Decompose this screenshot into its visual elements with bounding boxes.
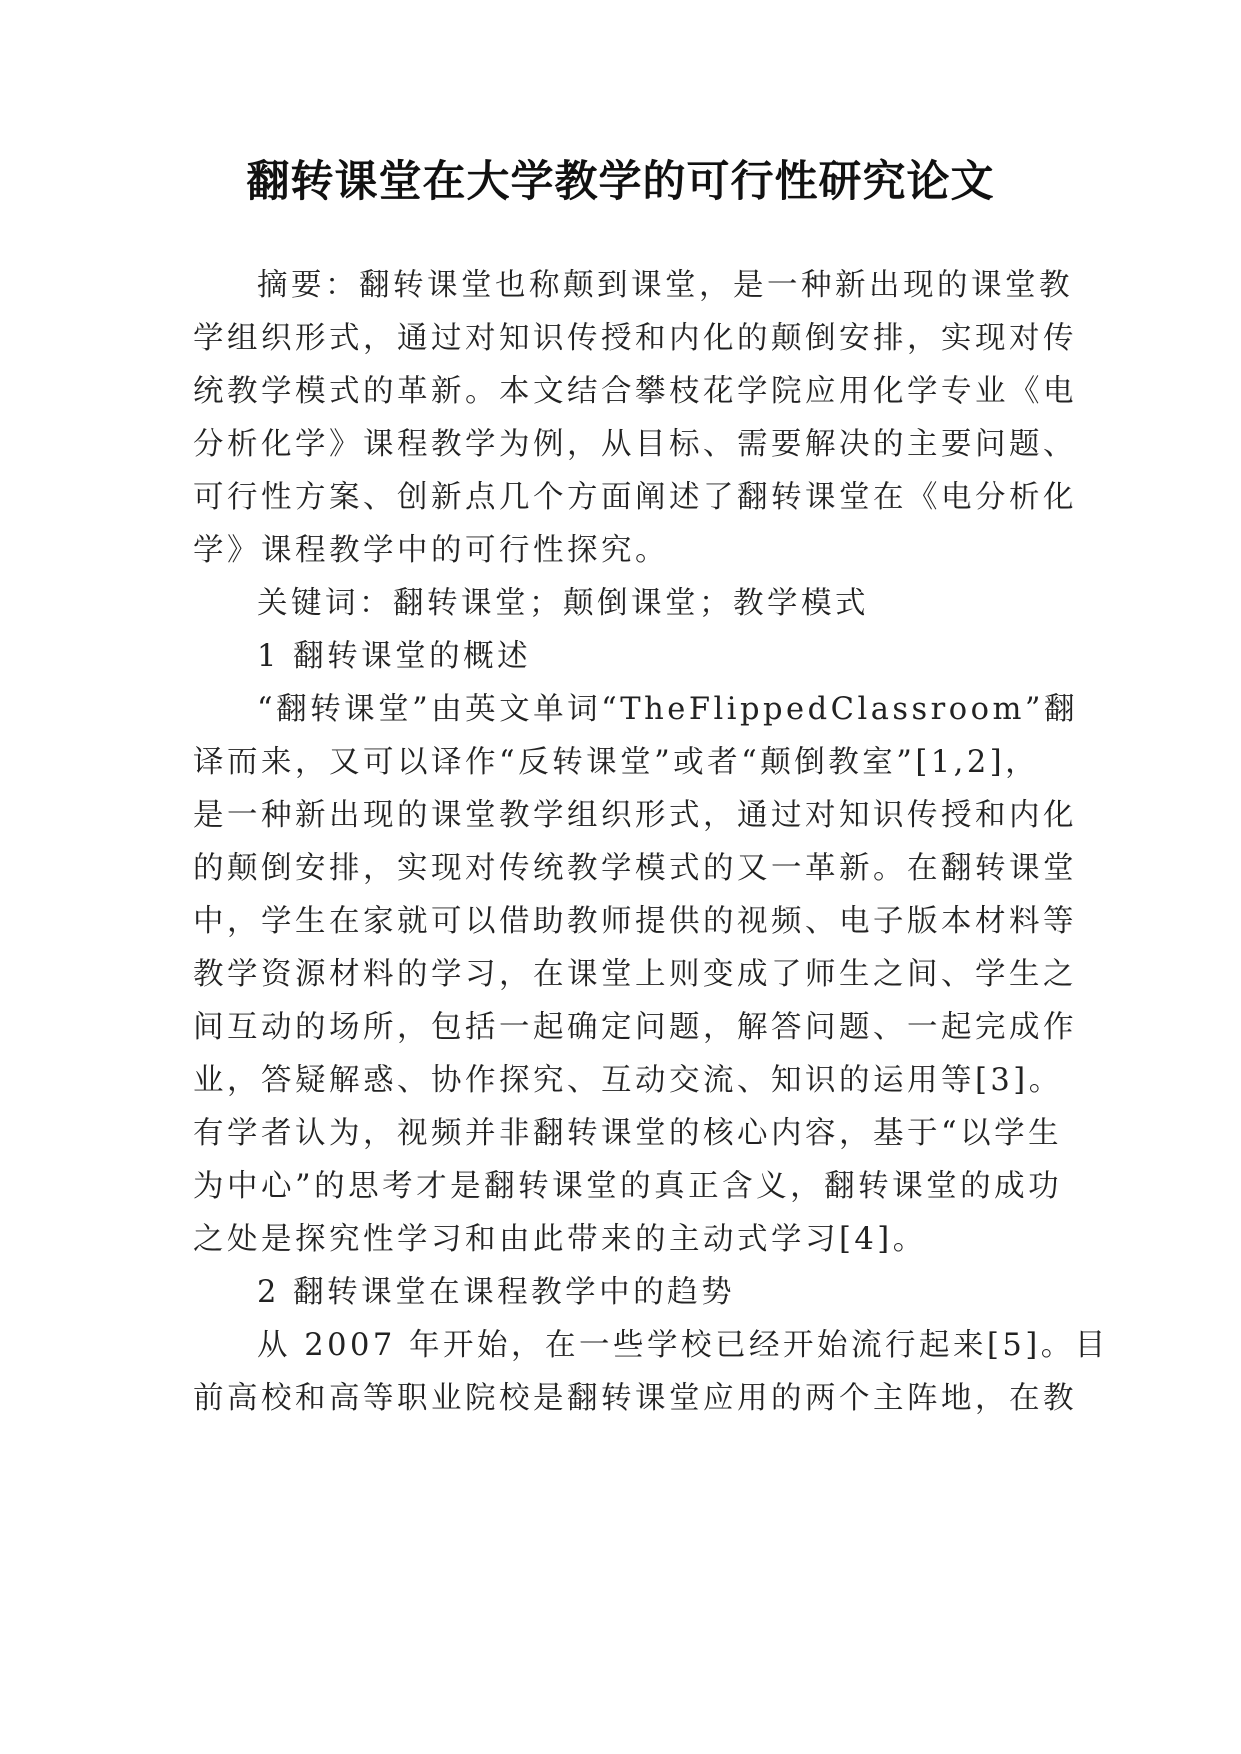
abstract-line: 学组织形式，通过对知识传授和内化的颠倒安排，实现对传 [193,321,1077,356]
body-line: 业，答疑解惑、协作探究、互动交流、知识的运用等[3]。 [193,1063,1063,1098]
abstract-line: 统教学模式的革新。本文结合攀枝花学院应用化学专业《电 [193,374,1077,409]
body-line: 的颠倒安排，实现对传统教学模式的又一革新。在翻转课堂 [193,851,1077,886]
body-line: 教学资源材料的学习，在课堂上则变成了师生之间、学生之 [193,957,1077,992]
abstract-line: 分析化学》课程教学为例，从目标、需要解决的主要问题、 [193,427,1077,462]
body-line: 从 2007 年开始，在一些学校已经开始流行起来[5]。目 [257,1328,1109,1363]
body-line: 之处是探究性学习和由此带来的主动式学习[4]。 [193,1222,927,1257]
body-line: 中，学生在家就可以借助教师提供的视频、电子版本材料等 [193,904,1077,939]
abstract-line: 学》课程教学中的可行性探究。 [193,533,669,568]
body-line: 前高校和高等职业院校是翻转课堂应用的两个主阵地，在教 [193,1381,1077,1416]
body-line: 间互动的场所，包括一起确定问题，解答问题、一起完成作 [193,1010,1077,1045]
section-heading: 2 翻转课堂在课程教学中的趋势 [257,1275,736,1310]
keywords-line: 关键词：翻转课堂；颠倒课堂；教学模式 [257,586,869,621]
body-line: 译而来，又可以译作“反转课堂”或者“颠倒教室”[1,2]， [193,745,1040,780]
abstract-line: 摘要：翻转课堂也称颠到课堂，是一种新出现的课堂教 [257,268,1073,303]
abstract-line: 可行性方案、创新点几个方面阐述了翻转课堂在《电分析化 [193,480,1077,515]
document-title: 翻转课堂在大学教学的可行性研究论文 [246,157,995,207]
body-line: 有学者认为，视频并非翻转课堂的核心内容，基于“以学生 [193,1116,1063,1151]
body-line: 是一种新出现的课堂教学组织形式，通过对知识传授和内化 [193,798,1077,833]
body-line: 为中心”的思考才是翻转课堂的真正含义，翻转课堂的成功 [193,1169,1063,1204]
section-heading: 1 翻转课堂的概述 [257,639,532,674]
body-line: “翻转课堂”由英文单词“TheFlippedClassroom”翻 [257,692,1079,727]
